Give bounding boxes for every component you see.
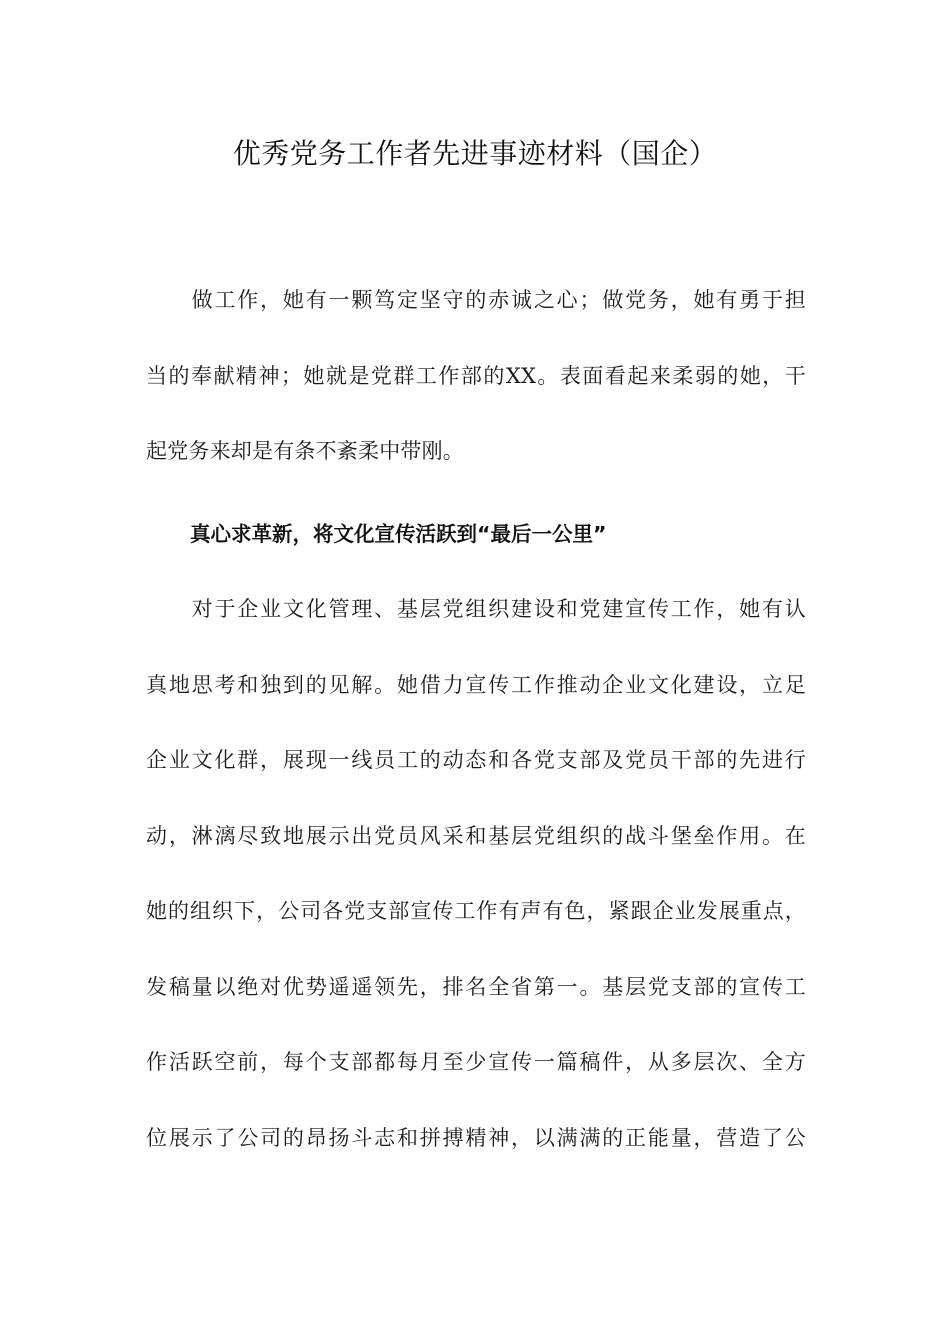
- paragraph-line: 起党务来却是有条不紊柔中带刚。: [146, 439, 464, 463]
- paragraph-line: 她的组织下，公司各党支部宣传工作有声有色，紧跟企业发展重点，: [146, 899, 806, 923]
- paragraph-line: 做工作，她有一颗笃定坚守的赤诚之心；做党务，她有勇于担: [146, 288, 806, 312]
- paragraph-line: 发稿量以绝对优势遥遥领先，排名全省第一。基层党支部的宣传工: [146, 974, 806, 999]
- paragraph-line: 动，淋漓尽致地展示出党员风采和基层党组织的战斗堡垒作用。在: [146, 823, 806, 848]
- paragraph-line: 位展示了公司的昂扬斗志和拼搏精神，以满满的正能量，营造了公: [146, 1125, 806, 1150]
- paragraph-line: 作活跃空前，每个支部都每月至少宣传一篇稿件，从多层次、全方: [146, 1050, 806, 1074]
- paragraph-line: 企业文化群，展现一线员工的动态和各党支部及党员干部的先进行: [146, 748, 806, 772]
- document-title: 优秀党务工作者先进事迹材料（国企）: [232, 137, 718, 170]
- section-heading: 真心求革新，将文化宣传活跃到“最后一公里”: [190, 522, 607, 546]
- body-paragraph: [146, 572, 806, 1176]
- paragraph-line: 当的奉献精神；她就是党群工作部的XX。表面看起来柔弱的她，干: [146, 363, 806, 388]
- paragraph-line: 真地思考和独到的见解。她借力宣传工作推动企业文化建设，立足: [146, 672, 806, 697]
- intro-paragraph: [146, 263, 806, 490]
- paragraph-line: 对于企业文化管理、基层党组织建设和党建宣传工作，她有认: [146, 597, 806, 621]
